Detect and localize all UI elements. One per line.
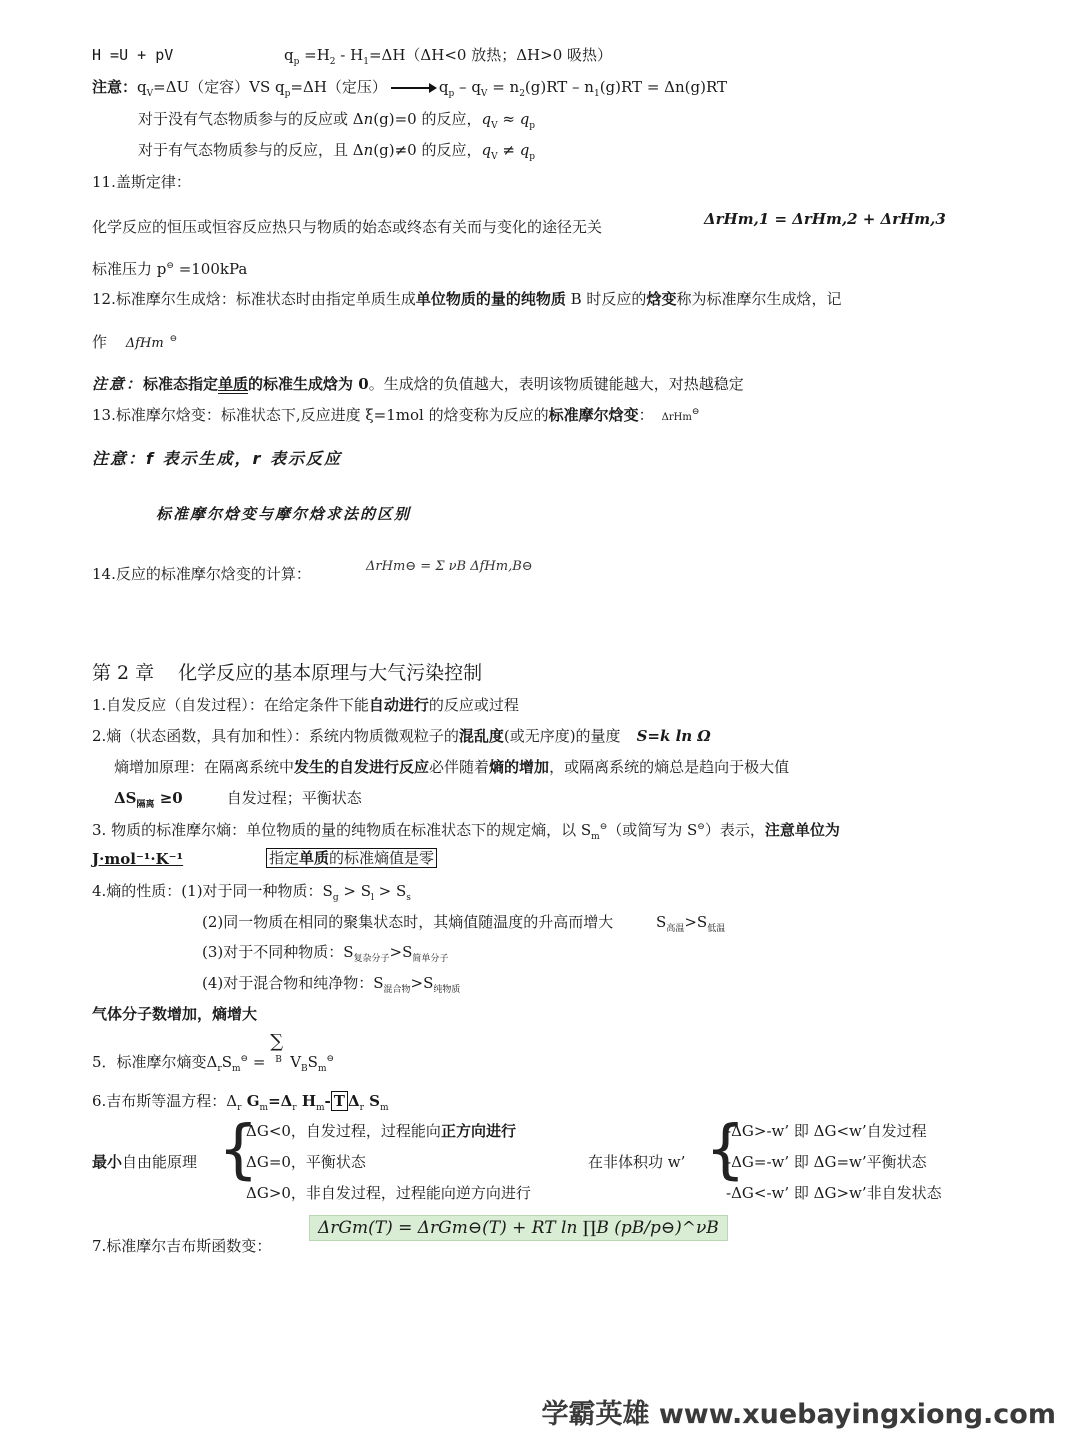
reaction-enthalpy-bold: 标准摩尔焓变 [548, 406, 639, 424]
entropy-bold: 混乱度 [458, 727, 504, 745]
no-gas-line [138, 110, 535, 132]
gibbs-minus: - [324, 1092, 331, 1110]
not-equal-sign: ≠ [497, 141, 520, 159]
approx-sign: ≈ [497, 110, 520, 128]
qp-subscript-3: p [448, 89, 455, 99]
standard-symbol-icon-6: ⊖ [240, 1054, 249, 1064]
entropy-increase-c: 必伴随着 [429, 758, 490, 776]
gibbs-a: 6.吉布斯等温方程：Δ [92, 1092, 238, 1110]
standard-entropy-b: （或简写为 S [607, 821, 698, 839]
minus-qv: – q [454, 78, 481, 96]
note-label: 注意： [92, 78, 138, 96]
standard-symbol-icon-4: ⊖ [599, 822, 608, 832]
dg-lt-zero-a: ΔG<0，自发过程，过程能向 [246, 1122, 441, 1140]
formation-enthalpy-line [92, 290, 841, 308]
constant-volume-text: =ΔU（定容）VS q [153, 78, 285, 96]
prop1-a: 4.熵的性质：(1)对于同一种物质：S [92, 882, 333, 900]
note-f-r-line: 注意：f 表示生成，r 表示反应 [92, 449, 342, 468]
standard-pressure-value: =100kPa [173, 260, 248, 278]
formation-symbol-line [92, 333, 177, 352]
note-standard-state-line [92, 375, 744, 393]
sigma-icon: ∑ [270, 1031, 284, 1052]
reaction-enthalpy-a: 13.标准摩尔焓变：标准状态下,反应进度 ξ=1mol 的焓变称为反应的 [92, 406, 549, 424]
sigma-index: B [275, 1055, 282, 1065]
entropy-increase-bold-d: 熵的增加 [489, 758, 550, 776]
standard-symbol-icon-7: ⊖ [326, 1054, 335, 1064]
standard-pressure-text: 标准压力 p [92, 260, 167, 278]
standard-symbol-icon-3: ⊖ [691, 407, 700, 417]
spontaneous-c: 的反应或过程 [428, 696, 519, 714]
gibbs-s: S [363, 1092, 380, 1110]
nu-sub: B [301, 1064, 308, 1074]
high-temp-sub: 高温 [666, 924, 685, 934]
prop2-gt: >S [684, 913, 708, 931]
gibbs-g: G [241, 1092, 260, 1110]
box-text-c: 的标准熵值是零 [329, 849, 435, 867]
h2-subscript: 2 [329, 57, 336, 67]
entropy-increase-a: 熵增加原理：在隔离系统中 [114, 758, 295, 776]
reaction-enthalpy-colon: ： [638, 406, 654, 424]
gibbs-r3: r [359, 1103, 364, 1113]
n1-text: (g)RT – n [524, 78, 594, 96]
prop1-b: > S [338, 882, 371, 900]
gibbs-t-box: T [331, 1091, 348, 1111]
w-condition-1: -ΔG>-w’ 即 ΔG<w’自发过程 [726, 1122, 927, 1140]
r-sub: r [217, 1064, 222, 1074]
qv-symbol-3: q [481, 110, 492, 128]
standard-symbol-icon: ⊖ [166, 261, 174, 271]
entropy-property-3 [202, 943, 448, 965]
gibbs-eq: =Δ [268, 1092, 293, 1110]
dg-gt-zero-line: ΔG>0，非自发过程，过程能向逆方向进行 [246, 1184, 531, 1202]
ge-zero: ≥0 [154, 789, 183, 807]
entropy-increase-bold-b: 发生的自发进行反应 [294, 758, 430, 776]
prop4-gt: >S [410, 974, 434, 992]
hess-law-text: 化学反应的恒压或恒容反应热只与物质的始态或终态有关而与变化的途径无关 [92, 218, 603, 236]
formation-enthalpy-bold-d: 焓变 [646, 290, 677, 308]
right-arrow-icon [391, 87, 435, 89]
enthalpy-definition-line [92, 46, 173, 64]
min-label-rest: 自由能原理 [122, 1153, 198, 1171]
entropy-change-a: 5．标准摩尔熵变Δ [92, 1053, 218, 1071]
gibbs-equation-line [92, 1092, 389, 1114]
entropy-unit: J·mol⁻¹·K⁻¹ [92, 850, 184, 868]
entropy-property-1 [92, 882, 411, 904]
note-standard-a: 标准态指定 [143, 375, 219, 393]
left-brace-icon-2: { [705, 1113, 746, 1187]
note-qv-qp-line [92, 78, 727, 100]
sm-m: m [317, 1064, 327, 1074]
dg-lt-zero-line [246, 1122, 516, 1140]
formation-enthalpy-e: 称为标准摩尔生成焓，记 [676, 290, 842, 308]
entropy-line [92, 727, 711, 745]
formation-enthalpy-bold-b: 单位物质的量的纯物质 [415, 290, 566, 308]
sub-g: g [332, 893, 339, 903]
difference-note: 标准摩尔焓变与摩尔焓求法的区别 [156, 505, 412, 523]
box-text-b: 单质 [299, 849, 330, 867]
qv-symbol-4: q [481, 141, 492, 159]
enthalpy-definition: H =U + pV [92, 46, 174, 64]
prop4-a: (4)对于混合物和纯净物：S [202, 974, 384, 992]
sub-s: s [406, 893, 411, 903]
entropy-c: (或无序度)的量度 [503, 727, 621, 745]
sum-block [270, 1031, 290, 1067]
w-condition-3: -ΔG<-w’ 即 ΔG>w’非自发状态 [726, 1184, 942, 1202]
no-gas-text: 对于没有气态物质参与的反应或 Δ [138, 110, 364, 128]
qp-sub-5: p [529, 152, 536, 162]
hess-law-formula: ΔrHm,1 = ΔrHm,2 + ΔrHm,3 [704, 210, 946, 228]
element-entropy-box [266, 848, 437, 868]
qv-symbol: q [137, 78, 147, 96]
h1-text: - H [335, 46, 364, 64]
qp-subscript: p [293, 57, 300, 67]
entropy-increase-line [114, 758, 789, 776]
standard-entropy-c: ）表示， [704, 821, 765, 839]
min-label-bold: 最小 [92, 1153, 123, 1171]
qv-sub-3: V [491, 121, 498, 131]
gibbs-m2: m [316, 1103, 325, 1113]
unit-line [92, 850, 183, 868]
delta-n-rt: (g)RT = Δn(g)RT [599, 78, 727, 96]
pure-sub: 纯物质 [433, 985, 461, 995]
dg-lt-zero-bold: 正方向进行 [440, 1122, 516, 1140]
prop2-a: (2)同一物质在相同的聚集状态时，其熵值随温度的升高而增大 [202, 913, 614, 931]
standard-pressure-line [92, 260, 247, 278]
delta-h-note: =ΔH（ΔH<0 放热；ΔH>0 吸热） [368, 46, 613, 64]
calc-formula: ΔrHm⊖ = Σ νB ΔfHm,B⊖ [366, 559, 533, 574]
prop3-gt: >S [389, 943, 413, 961]
entropy-increase-e: ，或隔离系统的熵总是趋向于极大值 [549, 758, 790, 776]
n2-text: = n [487, 78, 520, 96]
n-symbol-2: n [363, 141, 374, 159]
spontaneous-equilibrium: 自发过程；平衡状态 [226, 789, 362, 807]
formation-enthalpy-a: 12.标准摩尔生成焓：标准状态时由指定单质生成 [92, 290, 416, 308]
standard-entropy-change-line [92, 1031, 335, 1075]
standard-entropy-line [92, 821, 840, 843]
spontaneous-a: 1.自发反应（自发过程）：在给定条件下能 [92, 696, 369, 714]
isolated-entropy-line [114, 789, 362, 811]
gibbs-function-formula: ΔrGm(T) = ΔrGm⊖(T) + RT ln ∏B (pB/p⊖)^νB [309, 1215, 728, 1241]
calc-line: 14.反应的标准摩尔焓变的计算： [92, 565, 311, 583]
box-text-a: 指定 [269, 849, 300, 867]
note-standard-c: 的标准生成焓为 0 [248, 375, 369, 393]
note-standard-d: 。生成焓的负值越大，表明该物质键能越大，对热越稳定 [368, 375, 744, 393]
isolated-subscript: 隔离 [136, 800, 155, 810]
sub-l: l [371, 893, 374, 903]
gibbs-delta: Δ [347, 1092, 360, 1110]
note-standard-b: 单质 [218, 375, 249, 393]
qp-symbol: q [284, 46, 294, 64]
formation-enthalpy-c: B 时反应的 [565, 290, 647, 308]
boltzmann-formula: S=k ln Ω [636, 727, 711, 745]
qp-sub-4: p [529, 121, 536, 131]
h2-text: =H [299, 46, 330, 64]
chapter-number: 第 2 章 [92, 662, 155, 684]
entropy-property-2 [202, 913, 725, 935]
non-volume-work-label: 在非体积功 w’ [588, 1153, 686, 1171]
standard-symbol-icon-5: ⊖ [697, 822, 705, 832]
sm-subscript: m [591, 832, 600, 842]
sm-s: S [307, 1053, 318, 1071]
constant-pressure-text: =ΔH（定压） [290, 78, 387, 96]
gibbs-m1: m [259, 1103, 269, 1113]
qp-subscript-2: p [284, 89, 291, 99]
simple-sub: 简单分子 [412, 954, 449, 964]
spontaneous-line [92, 696, 519, 714]
hess-law-heading: 11.盖斯定律： [92, 173, 191, 191]
note-label-2: 注意： [92, 375, 144, 393]
chapter-2-heading [92, 662, 482, 685]
low-temp-sub: 低温 [707, 924, 726, 934]
zuo-text: 作 [92, 333, 108, 351]
entropy-a: 2.熵（状态函数，具有加和性）：系统内物质微观粒子的 [92, 727, 459, 745]
mixture-sub: 混合物 [383, 985, 411, 995]
min-free-energy-label [92, 1153, 197, 1171]
equals-sign: = [248, 1053, 271, 1071]
gibbs-function-change-label: 7.标准摩尔吉布斯函数变： [92, 1237, 272, 1255]
n-symbol: n [363, 110, 374, 128]
reaction-enthalpy-symbol: ΔrHm [661, 412, 692, 423]
standard-symbol-icon-2: ⊖ [169, 334, 178, 344]
nu-v: V [290, 1053, 302, 1071]
no-gas-text-b: (g)=0 的反应， [373, 110, 482, 128]
formation-symbol: ΔfHm [125, 336, 164, 351]
spontaneous-bold: 自动进行 [368, 696, 429, 714]
qp-symbol-4: q [519, 110, 530, 128]
qp-equation-line [284, 46, 612, 68]
qp-symbol-5: q [519, 141, 530, 159]
left-brace-icon: { [218, 1113, 259, 1187]
n2-subscript: 2 [519, 89, 525, 99]
h1-subscript: 1 [363, 57, 369, 67]
gibbs-h: H [296, 1092, 316, 1110]
qp-symbol-3: q [438, 78, 449, 96]
gas-molecule-note: 气体分子数增加，熵增大 [92, 1005, 258, 1023]
entropy-property-4 [202, 974, 460, 996]
reaction-enthalpy-line [92, 406, 699, 424]
qv-subscript: V [146, 89, 154, 99]
dg-eq-zero-line: ΔG=0，平衡状态 [246, 1153, 366, 1171]
gibbs-r1: r [237, 1103, 242, 1113]
prop2-s: S [656, 913, 667, 931]
chapter-title: 化学反应的基本原理与大气污染控制 [178, 662, 483, 684]
with-gas-text: 对于有气态物质参与的反应，且 Δ [138, 141, 364, 159]
n1-subscript: 1 [593, 89, 600, 99]
standard-entropy-a: 3. 物质的标准摩尔熵：单位物质的量的纯物质在标准状态下的规定熵，以 S [92, 821, 592, 839]
gibbs-m3: m [379, 1103, 389, 1113]
prop1-c: > S [373, 882, 407, 900]
with-gas-line [138, 141, 535, 163]
qv-sub-4: V [491, 152, 498, 162]
footer-watermark: 学霸英雄 www.xuebayingxiong.com [541, 1399, 1056, 1430]
w-condition-2: -ΔG=-w’ 即 ΔG=w’平衡状态 [726, 1153, 927, 1171]
entropy-change-s: S [221, 1053, 232, 1071]
complex-sub: 复杂分子 [353, 954, 390, 964]
prop3-a: (3)对于不同种物质：S [202, 943, 354, 961]
qv-subscript-2: V [480, 89, 488, 99]
with-gas-text-b: (g)≠0 的反应， [373, 141, 482, 159]
note-unit: 注意单位为 [764, 821, 840, 839]
gibbs-r2: r [292, 1103, 297, 1113]
delta-s: ΔS [114, 789, 137, 807]
m-sub: m [231, 1064, 241, 1074]
